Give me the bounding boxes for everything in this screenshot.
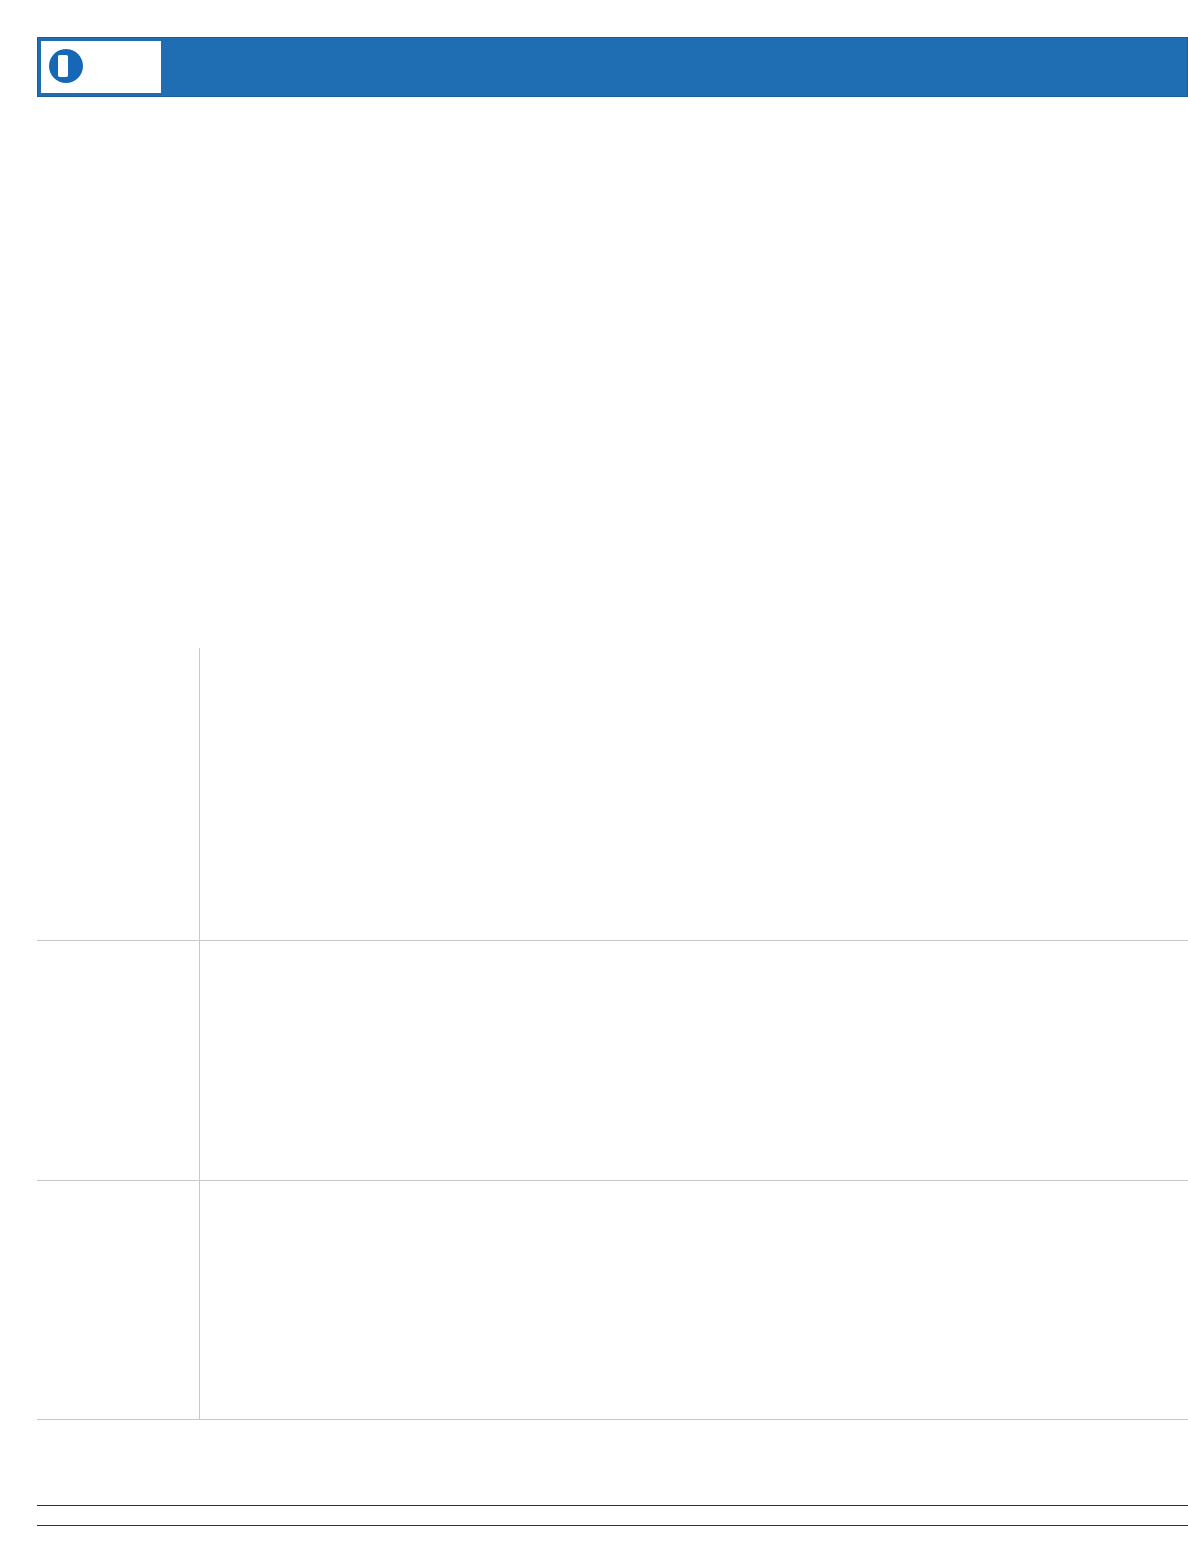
logo-icon (49, 49, 83, 83)
company-logo (41, 41, 161, 93)
report-header (37, 37, 1188, 97)
footer-divider (37, 1525, 1188, 1526)
alumina-section (37, 941, 1188, 1181)
news-section (37, 648, 1188, 941)
footer-divider (37, 1505, 1188, 1506)
electrolytic-section-label (37, 1181, 200, 1419)
commentary-area (37, 648, 1188, 1420)
data-table (37, 98, 1188, 648)
alumina-section-label (37, 941, 200, 1180)
news-section-label (37, 648, 200, 940)
electrolytic-section (37, 1181, 1188, 1420)
